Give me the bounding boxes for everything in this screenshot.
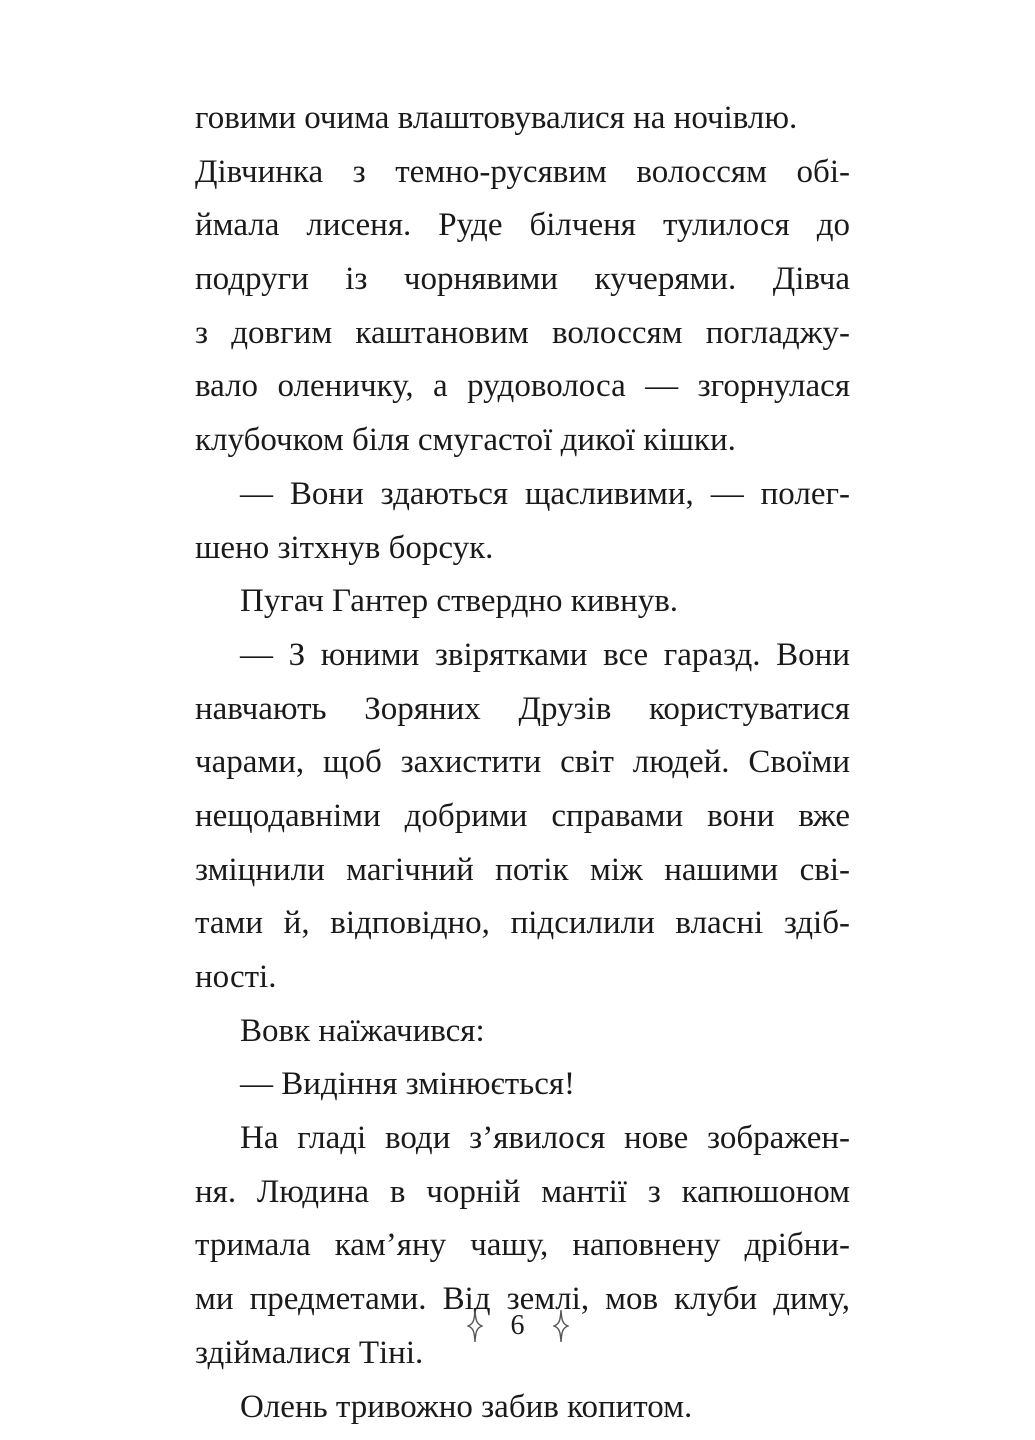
text-line: На гладі води з’явилося нове зображен- xyxy=(240,1120,850,1157)
text-line: — Вони здаються щасливими, — полег- xyxy=(240,475,850,512)
text-line: говими очима влаштовувалися на ночівлю. xyxy=(195,100,798,136)
text-line: навчають Зоряних Друзів користуватися xyxy=(195,690,850,727)
four-point-star-icon xyxy=(553,1309,569,1343)
text-line: подруги із чорнявими кучерями. Дівча xyxy=(195,261,850,298)
text-line: ми предметами. Від землі, мов клуби диму, xyxy=(195,1281,850,1318)
text-line: шено зітхнув борсук. xyxy=(195,529,494,566)
text-line: Дівчинка з темно-русявим волоссям обі- xyxy=(195,153,850,190)
text-line: — З юними звірятками все гаразд. Вони xyxy=(240,636,850,673)
text-line: Пугач Гантер ствердно кивнув. xyxy=(240,583,679,620)
text-line: нещодавніми добрими справами вони вже xyxy=(195,797,850,834)
text-line: клубочком біля смугастої дикої кішки. xyxy=(195,422,736,459)
text-line: Олень тривожно забив копитом. xyxy=(240,1388,693,1425)
text-line: — Видіння змінюється! xyxy=(240,1066,576,1103)
text-line: вало оленичку, а рудоволоса — згорнулася xyxy=(195,368,850,405)
text-line: з довгим каштановим волоссям погладжу- xyxy=(195,314,850,351)
page-footer xyxy=(0,1306,1035,1346)
text-line: зміцнили магічний потік між нашими сві- xyxy=(195,851,850,888)
text-line: чарами, щоб захистити світ людей. Своїми xyxy=(195,744,850,781)
page-number: 6 xyxy=(510,1310,525,1341)
text-line: ймала лисеня. Руде білченя тулилося до xyxy=(195,207,850,244)
text-line: здіймалися Тіні. xyxy=(195,1334,424,1371)
body-text xyxy=(195,92,850,1434)
text-line: тами й, відповідно, підсилили власні здіб- xyxy=(195,905,850,942)
text-line: Вовк наїжачився: xyxy=(240,1012,485,1049)
text-line: ності. xyxy=(195,959,277,995)
text-line: тримала кам’яну чашу, наповнену дрібни- xyxy=(195,1227,850,1264)
four-point-star-icon xyxy=(467,1309,483,1343)
text-line: ня. Людина в чорній мантії з капюшоном xyxy=(195,1173,850,1210)
